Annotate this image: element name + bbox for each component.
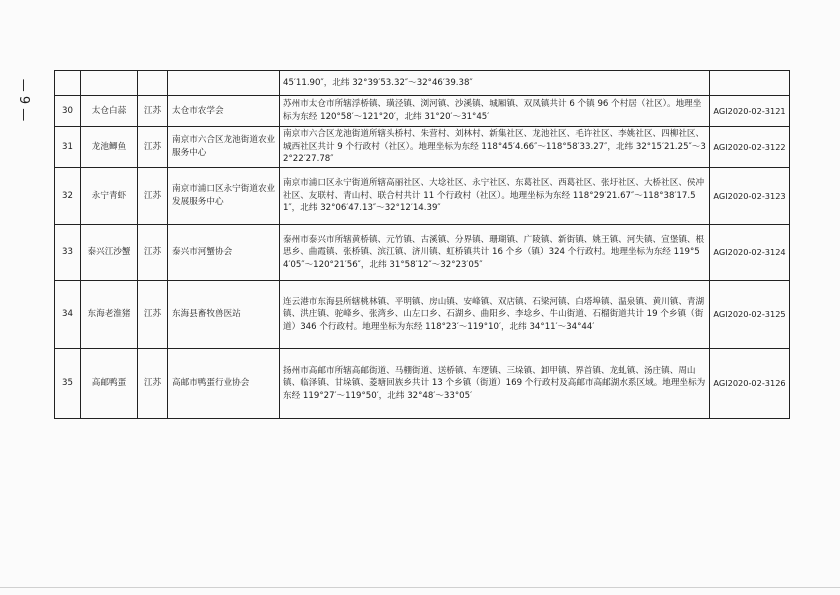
cell-province: 江苏 [138,281,168,349]
table-row [55,127,790,168]
cell-area: 泰州市泰兴市所辖黄桥镇、元竹镇、古溪镇、分界镇、珊瑚镇、广陵镇、新街镇、姚王镇、河失镇、宣堡镇、根思乡、曲霞镇、张桥镇、滨江镇、济川镇、虹桥镇共计 16 个乡（镇）324 个行政村。地理坐标为东经 119°54′05″～120°21′56″，北纬 31°58′12″～32°23′05″ [280,225,710,281]
table-row [55,349,790,419]
cell-province [138,71,168,96]
cell-cert-code: AGI2020-02-3121 [710,96,790,127]
cell-cert-code [710,71,790,96]
cell-num: 33 [55,225,81,281]
table-row-continuation [55,71,790,96]
cell-applicant: 南京市六合区龙池街道农业服务中心 [168,127,280,168]
page-number [12,75,34,125]
cell-area: 南京市六合区龙池街道所辖头桥村、朱营村、刘林村、新集社区、龙池社区、毛许社区、李姚社区、四柳社区、城西社区共计 9 个行政村（社区）。地理坐标为东经 118°45′4.66″～118°58′33.27″，北纬 32°15′21.25″～32°22′27.78″ [280,127,710,168]
cell-num [55,71,81,96]
cell-product-name: 太仓白蒜 [81,96,138,127]
cell-applicant: 南京市浦口区永宁街道农业发展服务中心 [168,168,280,225]
table-row [55,168,790,225]
cell-area: 苏州市太仓市所辖浮桥镇、璜泾镇、浏河镇、沙溪镇、城厢镇、双凤镇共计 6 个镇 96 个村居（社区）。地理坐标为东经 120°58′～121°20′，北纬 31°20′～31°45′ [280,96,710,127]
cell-province: 江苏 [138,349,168,419]
cell-product-name: 泰兴江沙蟹 [81,225,138,281]
cell-applicant: 泰兴市河蟹协会 [168,225,280,281]
table-row [55,96,790,127]
scan-edge-line [0,587,840,588]
cell-cert-code: AGI2020-02-3123 [710,168,790,225]
cell-province: 江苏 [138,168,168,225]
cell-product-name: 东海老淮猪 [81,281,138,349]
cell-cert-code: AGI2020-02-3122 [710,127,790,168]
cell-num: 35 [55,349,81,419]
cell-product-name: 龙池鲫鱼 [81,127,138,168]
cell-applicant: 太仓市农学会 [168,96,280,127]
cell-area: 连云港市东海县所辖桃林镇、平明镇、房山镇、安峰镇、双店镇、石梁河镇、白塔埠镇、温泉镇、黄川镇、青湖镇、洪庄镇、驼峰乡、张湾乡、山左口乡、石湖乡、曲阳乡、李埝乡、牛山街道、石榴街道共计 19 个乡镇（街道）346 个行政村。地理坐标为东经 118°23′～119°10′，北纬 34°11′～34°44′ [280,281,710,349]
cell-product-name: 永宁青虾 [81,168,138,225]
page-number-text: — 9 — [16,78,31,122]
table-row [55,225,790,281]
cell-product-name: 高邮鸭蛋 [81,349,138,419]
cell-applicant [168,71,280,96]
cell-cert-code: AGI2020-02-3126 [710,349,790,419]
cell-num: 31 [55,127,81,168]
cell-num: 32 [55,168,81,225]
cell-province: 江苏 [138,225,168,281]
cell-num: 34 [55,281,81,349]
cell-cert-code: AGI2020-02-3124 [710,225,790,281]
cell-province: 江苏 [138,127,168,168]
cell-area: 45′11.90″，北纬 32°39′53.32″～32°46′39.38″ [280,71,710,96]
cell-cert-code: AGI2020-02-3125 [710,281,790,349]
cell-num: 30 [55,96,81,127]
cell-applicant: 东海县畜牧兽医站 [168,281,280,349]
cell-applicant: 高邮市鸭蛋行业协会 [168,349,280,419]
cell-product-name [81,71,138,96]
cell-area: 南京市浦口区永宁街道所辖高丽社区、大埝社区、永宁社区、东葛社区、西葛社区、张圩社区、大桥社区、侯冲社区、友联村、青山村、联合村共计 11 个行政村（社区）。地理坐标为东经 118°29′21.67″～118°38′17.51″，北纬 32°06′47.13″～32°12′14.39″ [280,168,710,225]
cell-area: 扬州市高邮市所辖高邮街道、马棚街道、送桥镇、车逻镇、三垛镇、卸甲镇、界首镇、龙虬镇、汤庄镇、周山镇、临泽镇、甘垛镇、菱塘回族乡共计 13 个乡镇（街道）169 个行政村及高邮市高邮湖水系区域。地理坐标为东经 119°27′～119°50′，北纬 32°48′～33°05′ [280,349,710,419]
gi-product-table [54,70,790,419]
cell-province: 江苏 [138,96,168,127]
table-row [55,281,790,349]
